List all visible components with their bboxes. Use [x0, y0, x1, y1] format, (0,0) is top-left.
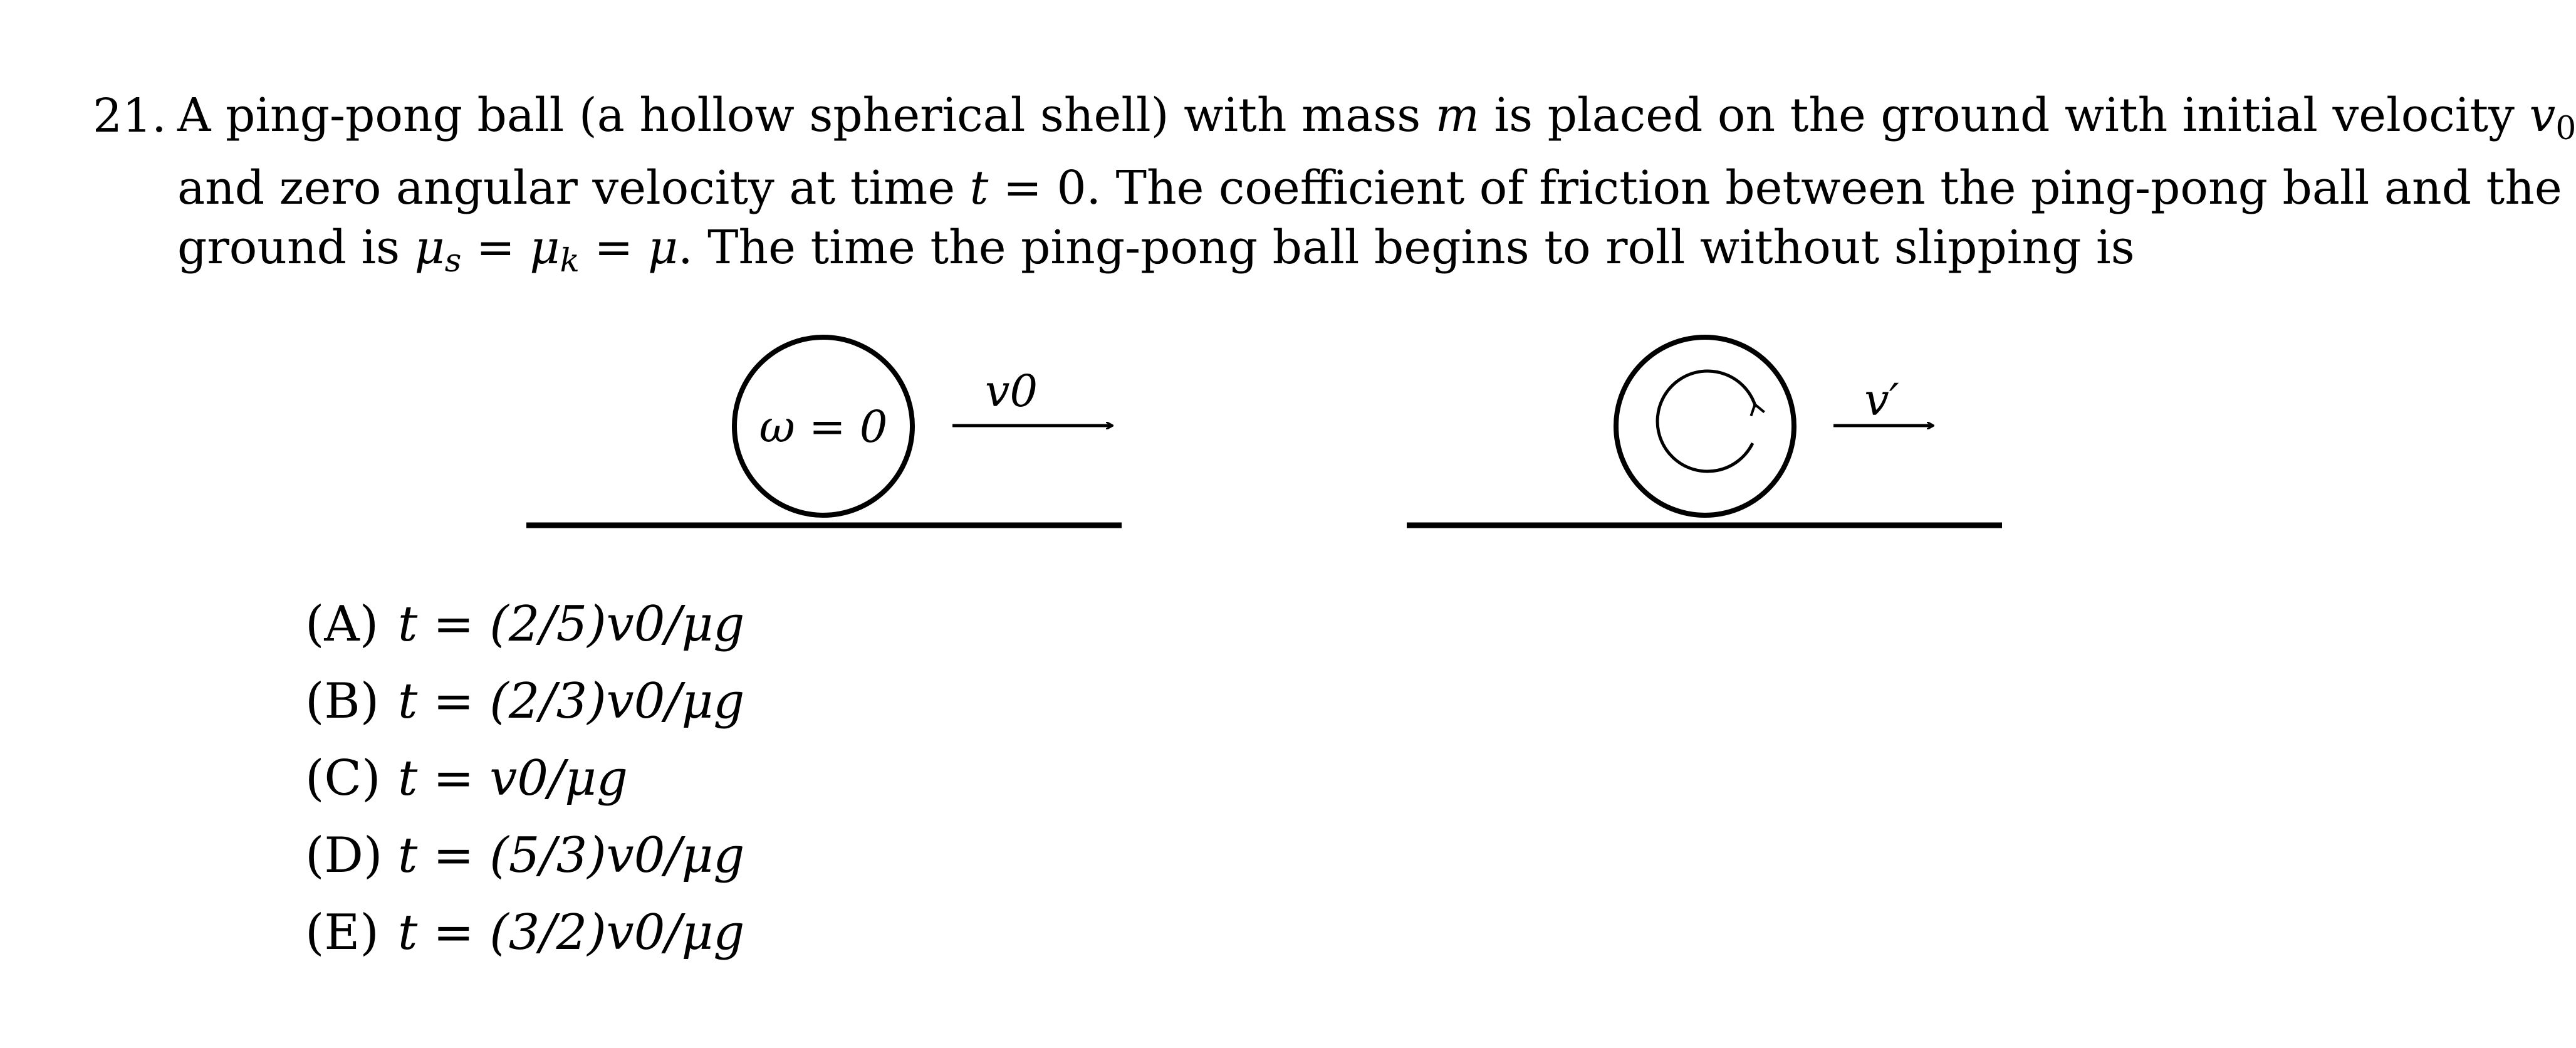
- choice-label: (D): [305, 827, 383, 884]
- velocity-label-right: v′: [1864, 374, 1899, 426]
- question-number: 21.: [93, 89, 167, 143]
- mu-symbol: μ: [647, 220, 679, 275]
- answer-choices: [305, 594, 744, 979]
- mu-symbol: μ: [414, 220, 445, 275]
- equals-sign: =: [461, 220, 530, 275]
- choice-a[interactable]: [305, 594, 744, 671]
- choice-label: (E): [305, 904, 379, 961]
- choice-c[interactable]: [305, 748, 744, 825]
- kinetic-subscript: k: [560, 241, 580, 280]
- text-fragment: . The time the ping-pong ball begins to roll without slipping is: [678, 220, 2135, 275]
- choice-formula: t = v0/μg: [398, 750, 628, 807]
- choice-formula: t = (2/3)v0/μg: [398, 673, 745, 730]
- text-fragment: and zero angular velocity at time: [177, 160, 970, 215]
- choice-formula: t = (2/5)v0/μg: [398, 596, 745, 652]
- choice-formula: t = (5/3)v0/μg: [398, 827, 745, 884]
- rotation-arrow-icon: [1657, 371, 1756, 471]
- velocity-label-left: v0: [984, 365, 1038, 417]
- choice-label: (A): [305, 596, 379, 652]
- mu-symbol: μ: [529, 220, 560, 275]
- mass-variable: m: [1435, 88, 1479, 142]
- angular-velocity-label: ω = 0: [759, 401, 888, 453]
- choice-formula: t = (3/2)v0/μg: [398, 904, 745, 961]
- velocity-variable: v: [2529, 88, 2556, 142]
- choice-label: (B): [305, 673, 380, 730]
- text-fragment: ground is: [177, 220, 415, 275]
- choice-b[interactable]: [305, 671, 744, 748]
- velocity-subscript: 0: [2555, 109, 2576, 147]
- text-fragment: is placed on the ground with initial velocity: [1479, 88, 2530, 142]
- ball-right: [1616, 337, 1794, 515]
- choice-label: (C): [305, 750, 381, 807]
- text-fragment: = 0. The coefficient of friction between the ping-pong ball and the: [988, 160, 2562, 215]
- choice-e[interactable]: [305, 902, 744, 979]
- choice-d[interactable]: [305, 825, 744, 902]
- text-fragment: A ping-pong ball (a hollow spherical shell) with mass: [177, 88, 1436, 142]
- time-variable: t: [969, 160, 989, 215]
- equals-sign: =: [579, 220, 648, 275]
- static-subscript: s: [444, 241, 462, 280]
